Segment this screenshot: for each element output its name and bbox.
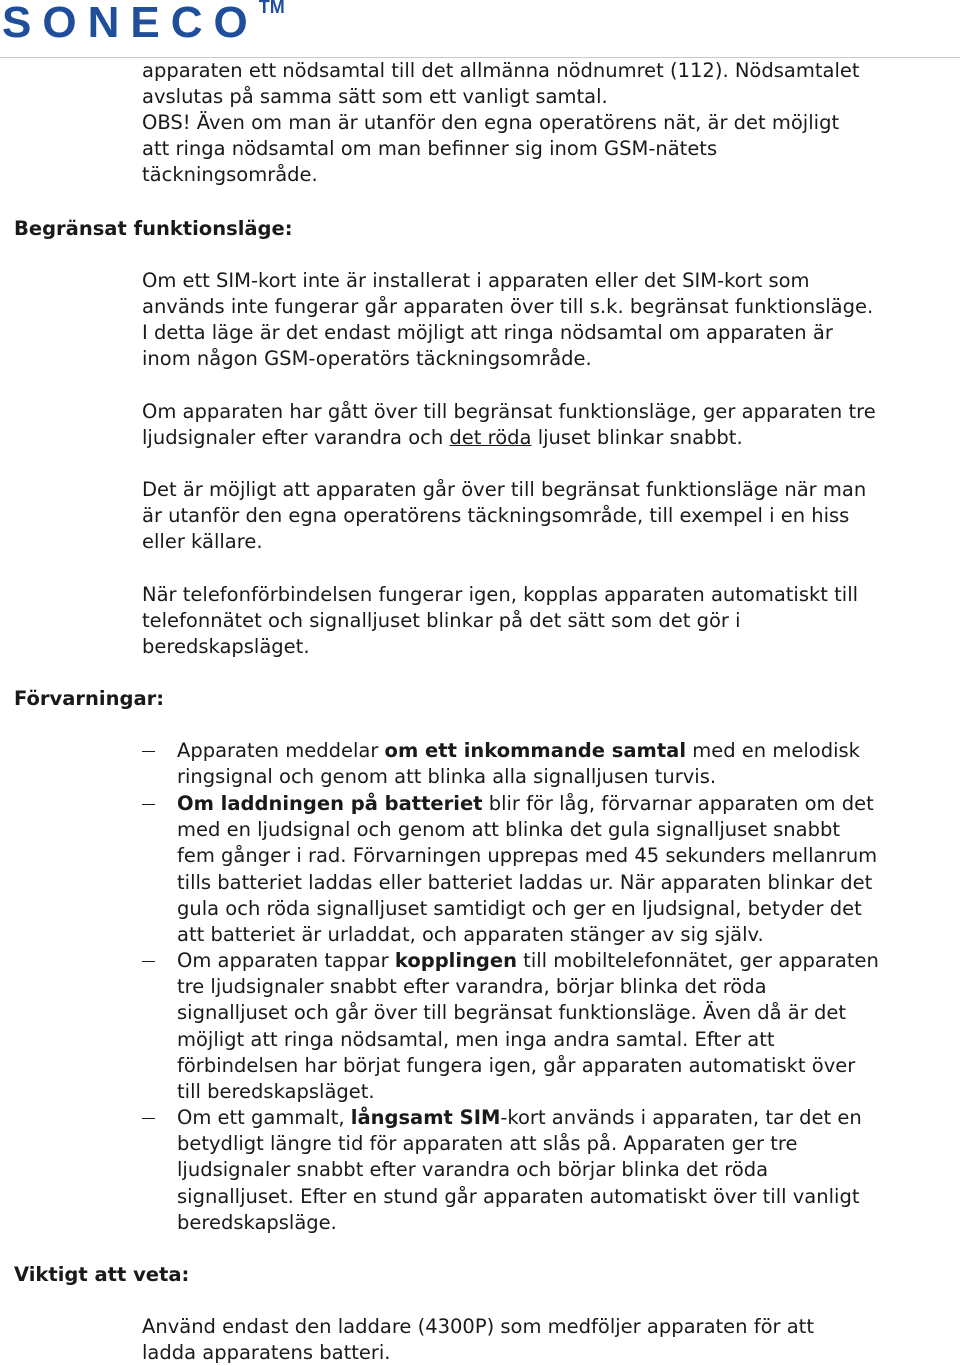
logo-trademark: TM bbox=[258, 0, 285, 17]
text-line: att batteriet är urladdat, och apparaten stänger av sig själv. bbox=[177, 923, 764, 947]
text-line: gula och röda signalljuset samtidigt och ger en ljudsignal, betyder det bbox=[177, 896, 862, 920]
text-line: beredskapsläge. bbox=[177, 1210, 337, 1234]
text-line: Om apparaten har gått över till begränsat funktionsläge, ger apparaten tre bbox=[142, 400, 876, 423]
text-line: apparaten ett nödsamtal till det allmänna nödnumret (112). Nödsamtalet bbox=[142, 59, 860, 82]
text-line: tre ljudsignaler snabbt efter varandra, börjar blinka det röda bbox=[177, 975, 767, 999]
bold-text: om ett inkommande samtal bbox=[384, 739, 687, 762]
limited-paragraph-2 bbox=[142, 399, 960, 451]
text-line: ringsignal och genom att blinka alla signalljusen turvis. bbox=[177, 765, 717, 789]
text-line bbox=[177, 948, 960, 974]
text-span: ljuset blinkar snabbt. bbox=[531, 426, 743, 449]
text-line: ladda apparatens batteri. bbox=[142, 1341, 391, 1364]
text-line: att ringa nödsamtal om man befinner sig inom GSM-nätets bbox=[142, 137, 718, 160]
text-line: är utanför den egna operatörens täckningsområde, till exempel i en hiss bbox=[142, 504, 850, 527]
text-line: fem gånger i rad. Förvarningen upprepas med 45 sekunders mellanrum bbox=[177, 844, 878, 868]
text-line: I detta läge är det endast möjligt att ringa nödsamtal om apparaten är bbox=[142, 321, 833, 344]
intro-paragraph bbox=[142, 58, 960, 188]
text-line bbox=[142, 425, 960, 451]
text-span: med en melodisk bbox=[686, 739, 860, 762]
text-line: tills batteriet laddas eller batteriet laddas ur. När apparaten blinkar det bbox=[177, 870, 873, 894]
logo-text: SONECO bbox=[2, 0, 259, 47]
text-line: eller källare. bbox=[142, 530, 263, 553]
bold-text: kopplingen bbox=[394, 949, 517, 972]
text-line: OBS! Även om man är utanför den egna operatörens nät, är det möjligt bbox=[142, 111, 840, 134]
text-span: Om apparaten tappar bbox=[177, 949, 395, 972]
heading-important: Viktigt att veta: bbox=[14, 1263, 190, 1286]
text-line bbox=[177, 791, 960, 817]
text-span: -kort används i apparaten, tar det en bbox=[500, 1106, 862, 1129]
heading-warnings: Förvarningar: bbox=[14, 687, 165, 710]
text-line: avslutas på samma sätt som ett vanligt samtal. bbox=[142, 85, 608, 108]
warning-item-2 bbox=[177, 791, 960, 948]
dash-bullet bbox=[142, 948, 162, 974]
text-line: ljudsignaler snabbt efter varandra och börjar blinka det röda bbox=[177, 1158, 769, 1182]
warning-item-3 bbox=[177, 948, 960, 1105]
text-span: Apparaten meddelar bbox=[177, 739, 385, 762]
text-line: till beredskapsläget. bbox=[177, 1080, 375, 1104]
text-line: täckningsområde. bbox=[142, 163, 318, 186]
bold-text: Om laddningen på batteriet bbox=[177, 792, 483, 815]
dash-bullet bbox=[142, 738, 162, 764]
text-line: signalljuset. Efter en stund går apparaten automatiskt över till vanligt bbox=[177, 1184, 860, 1208]
text-line: beredskapsläget. bbox=[142, 635, 310, 658]
text-line: När telefonförbindelsen fungerar igen, kopplas apparaten automatiskt till bbox=[142, 583, 859, 606]
text-line: telefonnätet och signalljuset blinkar på det sätt som det gör i bbox=[142, 609, 741, 632]
underlined-text: det röda bbox=[449, 426, 532, 449]
dash-bullet bbox=[142, 1105, 162, 1131]
soneco-logo bbox=[2, 0, 285, 46]
text-line: Om ett SIM-kort inte är installerat i apparaten eller det SIM-kort som bbox=[142, 269, 810, 292]
text-line bbox=[177, 738, 960, 764]
text-span: Om ett gammalt, bbox=[177, 1106, 351, 1129]
text-line: Använd endast den laddare (4300P) som medföljer apparaten för att bbox=[142, 1315, 814, 1338]
text-line: betydligt längre tid för apparaten att slås på. Apparaten ger tre bbox=[177, 1132, 798, 1156]
heading-limited-mode: Begränsat funktionsläge: bbox=[14, 217, 293, 240]
text-line: Det är möjligt att apparaten går över till begränsat funktionsläge när man bbox=[142, 478, 867, 501]
warning-item-4 bbox=[177, 1105, 960, 1236]
text-line: används inte fungerar går apparaten över till s.k. begränsat funktionsläge. bbox=[142, 295, 874, 318]
limited-paragraph-3 bbox=[142, 477, 960, 555]
text-line: inom någon GSM-operatörs täckningsområde. bbox=[142, 347, 592, 370]
text-span: blir för låg, förvarnar apparaten om det bbox=[482, 792, 874, 815]
text-line bbox=[177, 1105, 960, 1131]
text-line: med en ljudsignal och genom att blinka det gula signalljuset snabbt bbox=[177, 818, 841, 842]
important-paragraph bbox=[142, 1314, 960, 1366]
text-line: möjligt att ringa nödsamtal, men inga andra samtal. Efter att bbox=[177, 1027, 775, 1051]
bold-text: långsamt SIM bbox=[350, 1106, 501, 1129]
limited-paragraph-1 bbox=[142, 268, 960, 372]
dash-bullet bbox=[142, 791, 162, 817]
text-line: förbindelsen har börjat fungera igen, går apparaten automatiskt över bbox=[177, 1053, 856, 1077]
text-span: till mobiltelefonnätet, ger apparaten bbox=[516, 949, 879, 972]
text-span: ljudsignaler efter varandra och bbox=[142, 426, 450, 449]
limited-paragraph-4 bbox=[142, 582, 960, 660]
text-line: signalljuset och går över till begränsat funktionsläge. Även då är det bbox=[177, 1001, 846, 1025]
warning-item-1 bbox=[177, 738, 960, 790]
